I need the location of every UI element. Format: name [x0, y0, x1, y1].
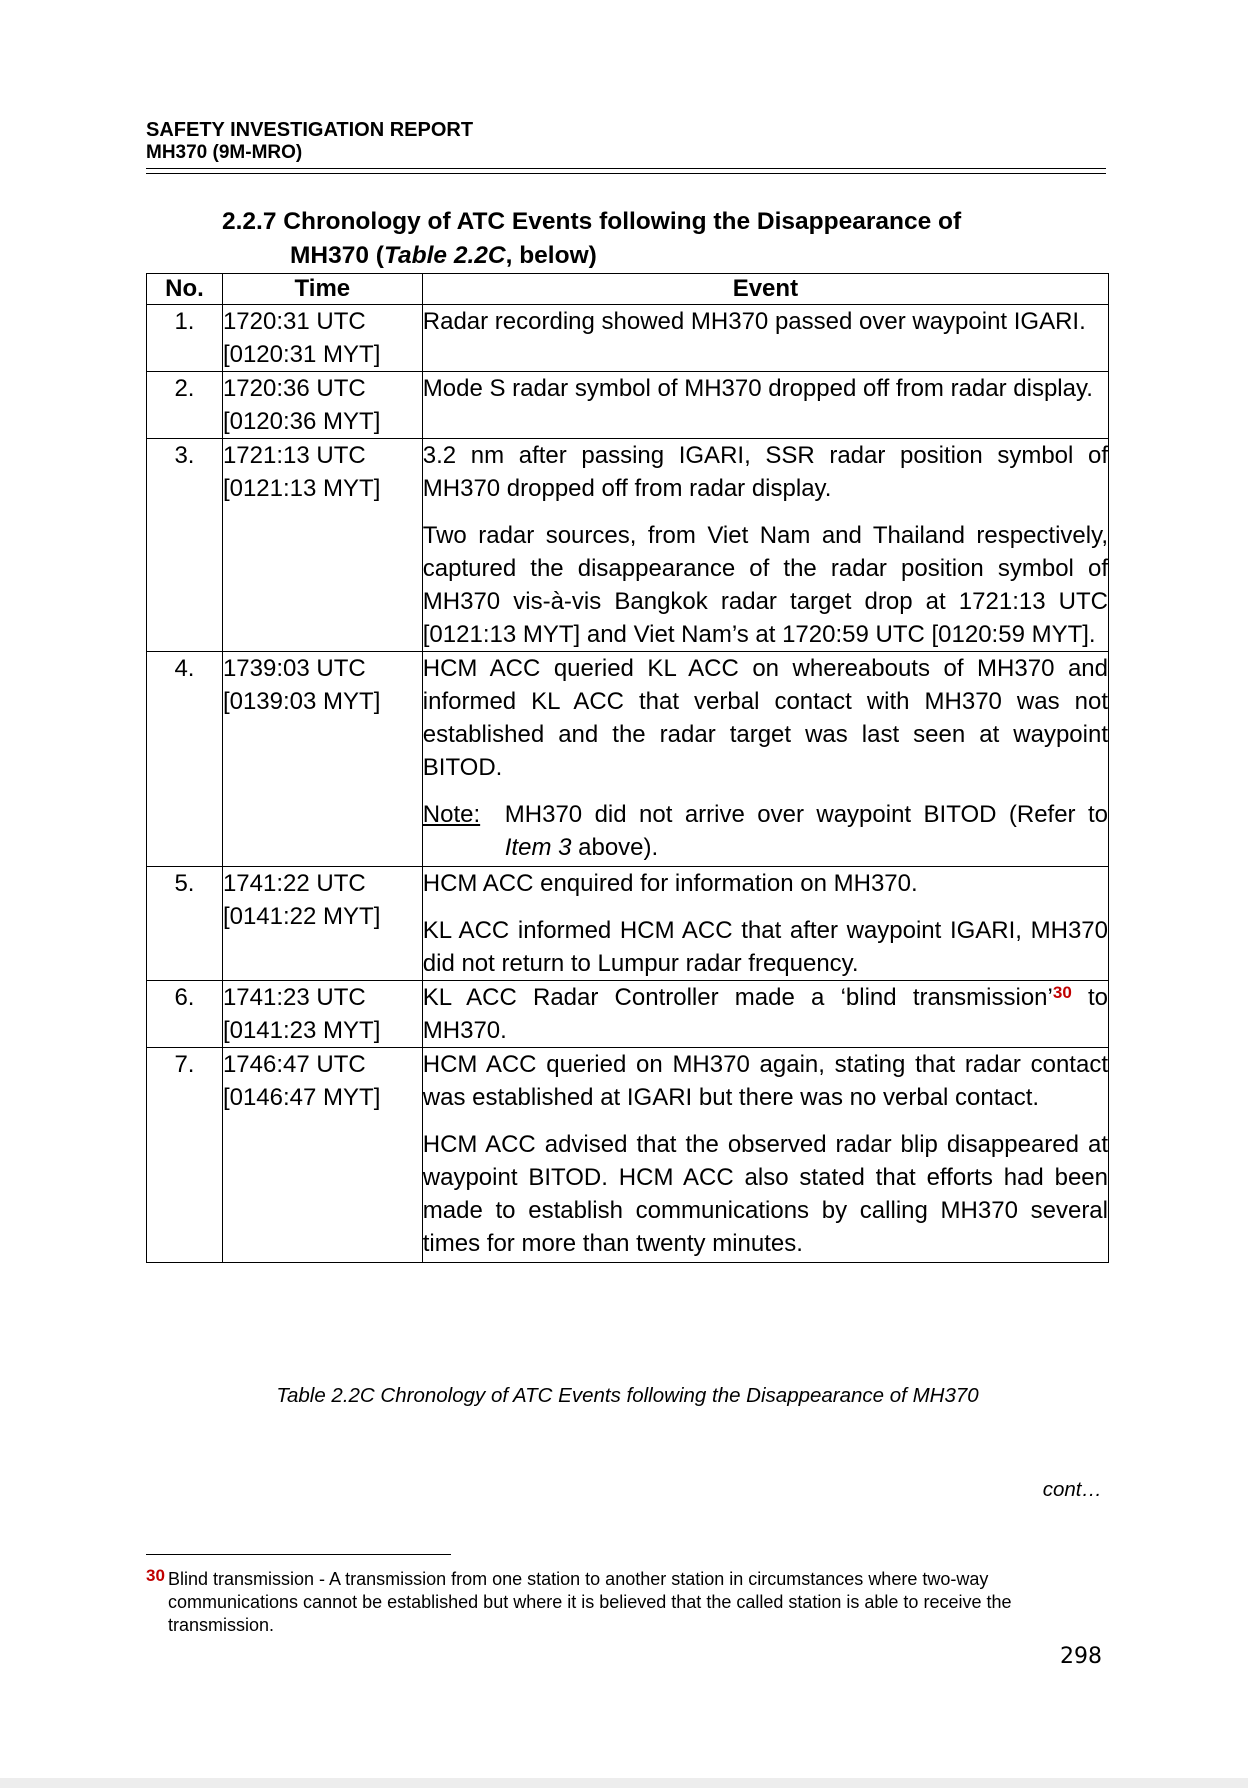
- time-utc: 1739:03 UTC: [222, 655, 366, 682]
- event-text: [423, 981, 1108, 1047]
- row-number: 1.: [147, 305, 223, 372]
- chronology-table: [146, 273, 1109, 1263]
- note-item-ref: Item 3: [504, 834, 572, 861]
- row-time: [222, 305, 422, 372]
- event-text: 3.2 nm after passing IGARI, SSR radar position symbol of MH370 dropped off from radar display.: [422, 442, 1108, 502]
- event-text: KL ACC informed HCM ACC that after waypoint IGARI, MH370 did not return to Lumpur radar frequency.: [422, 917, 1108, 977]
- row-time: [222, 867, 422, 981]
- column-header-no: No.: [147, 274, 223, 305]
- footnote-reference[interactable]: 30: [1052, 983, 1072, 1002]
- event-text: Mode S radar symbol of MH370 dropped off from radar display.: [422, 375, 1093, 402]
- event-text-part: KL ACC Radar Controller made a ‘blind transmission’: [422, 984, 1053, 1011]
- time-myt: [0139:03 MYT]: [222, 688, 381, 715]
- time-utc: 1721:13 UTC: [222, 442, 366, 469]
- time-myt: [0141:22 MYT]: [222, 903, 381, 930]
- table-row: [147, 439, 1109, 652]
- event-text: Radar recording showed MH370 passed over waypoint IGARI.: [422, 308, 1086, 335]
- row-event: [422, 981, 1108, 1048]
- report-title: SAFETY INVESTIGATION REPORT: [146, 119, 474, 141]
- row-time: [222, 981, 422, 1048]
- report-subtitle: MH370 (9M-MRO): [146, 142, 303, 163]
- event-text-part: to MH370.: [422, 984, 1108, 1044]
- table-row: [147, 372, 1109, 439]
- time-myt: [0141:23 MYT]: [222, 1017, 381, 1044]
- footnote-text: Blind transmission - A transmission from one station to another station in circumstances where two-way communications cannot be established but where it is believed that the called station is able to receive the transmission.: [168, 1569, 1012, 1635]
- column-header-time: Time: [222, 274, 422, 305]
- table-caption: Table 2.2C Chronology of ATC Events following the Disappearance of MH370: [276, 1384, 979, 1407]
- event-text: HCM ACC enquired for information on MH370.: [422, 870, 918, 897]
- row-time: [222, 1048, 422, 1263]
- time-myt: [0146:47 MYT]: [222, 1084, 381, 1111]
- event-text: HCM ACC advised that the observed radar blip disappeared at waypoint BITOD. HCM ACC also stated that efforts had been made to establish communications by calling MH370 several times for more than twenty minutes.: [422, 1131, 1108, 1257]
- note-label: Note:: [422, 801, 481, 828]
- row-number: 7.: [147, 1048, 223, 1263]
- row-event: [422, 1048, 1108, 1263]
- time-utc: 1741:22 UTC: [222, 870, 366, 897]
- row-number: 4.: [147, 652, 223, 867]
- row-number: 2.: [147, 372, 223, 439]
- note-text-part: MH370 did not arrive over waypoint BITOD (Refer to: [504, 801, 1108, 828]
- time-myt: [0120:31 MYT]: [222, 341, 381, 368]
- row-event: [422, 305, 1108, 372]
- section-heading-prefix: MH370 (: [290, 242, 384, 269]
- header-double-rule: [146, 168, 1106, 174]
- footnote-number: 30: [146, 1566, 165, 1585]
- section-heading-table-ref: Table 2.2C: [383, 242, 506, 269]
- time-utc: 1720:31 UTC: [222, 308, 366, 335]
- table-row: [147, 981, 1109, 1048]
- section-heading: [222, 205, 1082, 273]
- column-header-event: Event: [422, 274, 1108, 305]
- row-time: [222, 372, 422, 439]
- viewer-bottom-strip: [0, 1778, 1248, 1788]
- note-text-part: above).: [571, 834, 659, 861]
- page-number: 298: [1060, 1644, 1102, 1669]
- row-event: [422, 652, 1108, 867]
- row-number: 3.: [147, 439, 223, 652]
- section-heading-line1: 2.2.7 Chronology of ATC Events following the Disappearance of: [222, 208, 962, 235]
- row-time: [222, 652, 422, 867]
- row-event: [422, 372, 1108, 439]
- section-heading-line2: [222, 239, 1082, 273]
- event-text: HCM ACC queried on MH370 again, stating that radar contact was established at IGARI but there was no verbal contact.: [422, 1051, 1108, 1111]
- event-note: [423, 798, 1108, 866]
- footnote: [146, 1568, 1076, 1637]
- row-number: 5.: [147, 867, 223, 981]
- row-event: [422, 867, 1108, 981]
- row-time: [222, 439, 422, 652]
- table-header-row: [147, 274, 1109, 305]
- table-row: [147, 867, 1109, 981]
- event-text: HCM ACC queried KL ACC on whereabouts of MH370 and informed KL ACC that verbal contact with MH370 was not established and the radar target was last seen at waypoint BITOD.: [422, 655, 1108, 781]
- note-text: [505, 798, 1108, 864]
- row-number: 6.: [147, 981, 223, 1048]
- table-row: [147, 1048, 1109, 1263]
- row-event: [422, 439, 1108, 652]
- table-row: [147, 652, 1109, 867]
- time-myt: [0121:13 MYT]: [222, 475, 381, 502]
- report-header: [146, 118, 1106, 163]
- footnote-separator: [146, 1554, 451, 1555]
- time-utc: 1746:47 UTC: [222, 1051, 366, 1078]
- table-row: [147, 305, 1109, 372]
- event-text: Two radar sources, from Viet Nam and Thailand respectively, captured the disappearance of the radar position symbol of MH370 vis-à-vis Bangkok radar target drop at 1721:13 UTC [0121:13 MYT] and Viet Nam’s at 1720:59 UTC [0120:59 MYT].: [422, 522, 1108, 648]
- continued-marker: cont…: [1042, 1478, 1102, 1501]
- time-utc: 1720:36 UTC: [222, 375, 366, 402]
- time-myt: [0120:36 MYT]: [222, 408, 381, 435]
- time-utc: 1741:23 UTC: [222, 984, 366, 1011]
- section-heading-suffix: , below): [505, 242, 597, 269]
